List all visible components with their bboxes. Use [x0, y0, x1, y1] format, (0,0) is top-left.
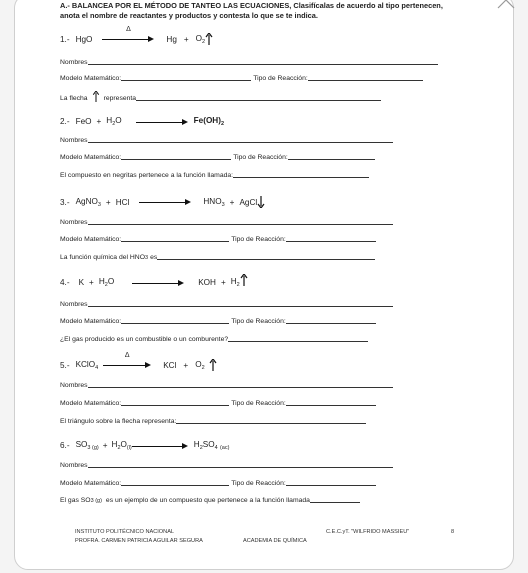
eq1-product2: $O_2$: [195, 33, 206, 45]
footer-page-number: 8: [451, 529, 455, 535]
gas-release-arrow-icon: [240, 274, 248, 286]
eq1-delta: Δ: [126, 26, 131, 33]
up-arrow-icon: [91, 91, 101, 102]
equation-5: 5.- KClO$_4$ Δ KCl + $O_2$: [60, 359, 217, 371]
eq2-nombres-line[interactable]: Nombres: [60, 137, 393, 144]
eq1-reactant: HgO: [75, 34, 93, 44]
equation-3: 3.- AgNO$_3$ + HCl $HNO_3$ + AgCl: [60, 196, 265, 208]
eq5-reaction-arrow: Δ: [103, 361, 151, 369]
gas-release-arrow-icon: [205, 33, 213, 45]
eq1-reaction-arrow: [102, 26, 154, 43]
eq6-reaction-arrow: [132, 442, 188, 450]
equation-1: 1.- HgO Δ Hg + $O_2$: [60, 33, 213, 45]
eq6-modelo-line[interactable]: Modelo Matemático: Tipo de Reacción:: [60, 480, 376, 487]
equation-4: 4.- K + $H_2O$ KOH + $H_2$: [60, 277, 248, 288]
eq5-modelo-line[interactable]: Modelo Matemático: Tipo de Reacción:: [60, 400, 376, 407]
eq5-nombres-line[interactable]: Nombres: [60, 382, 393, 389]
instructions-text: A.- BALANCEA POR EL MÉTODO DE TANTEO LAS ECUACIONES, Clasifícalas de acuerdo al tipo pertenecen, anota el nombre de reactantes y productos y contesta lo que se te indica.: [60, 1, 443, 20]
gas-release-arrow-icon: [209, 359, 217, 371]
eq6-nombres-line[interactable]: Nombres: [60, 462, 393, 469]
eq1-modelo-line[interactable]: Modelo Matemático: Tipo de Reacción:: [60, 75, 423, 82]
eq2-question-line[interactable]: El compuesto en negritas pertenece a la función llamada:: [60, 172, 369, 179]
eq4-question-line[interactable]: ¿El gas producido es un combustible o un comburente?: [60, 336, 368, 343]
footer-school: C.E.C.yT. "WILFRIDO MASSIEU": [326, 529, 410, 535]
eq1-number: 1.-: [60, 34, 70, 44]
eq1-product1: Hg: [166, 34, 177, 44]
eq2-modelo-line[interactable]: Modelo Matemático: Tipo de Reacción:: [60, 154, 375, 161]
footer-professor: PROFRA. CARMEN PATRICIA AGUILAR SEGURA: [75, 538, 203, 544]
eq3-modelo-line[interactable]: Modelo Matemático: Tipo de Reacción:: [60, 236, 376, 243]
footer-academy: ACADEMIA DE QUÍMICA: [243, 538, 307, 544]
eq3-reaction-arrow: [139, 198, 191, 206]
eq4-modelo-line[interactable]: Modelo Matemático: Tipo de Reacción:: [60, 318, 376, 325]
eq5-question-line[interactable]: El triángulo sobre la flecha representa:: [60, 418, 366, 425]
eq3-nombres-line[interactable]: Nombres: [60, 219, 393, 226]
equation-6: 6.- $SO_{3 (g)}$ + $H_2O_{(l)}$ $H_2SO_4$ $_{(ac)}$: [60, 440, 230, 451]
eq2-product-bold: $Fe(OH)_2$: [193, 116, 225, 127]
eq4-reaction-arrow: [132, 279, 184, 287]
eq2-reaction-arrow: [136, 118, 188, 126]
eq3-question-line[interactable]: La función química del HNO 3 es: [60, 254, 375, 261]
precipitate-arrow-icon: [257, 196, 265, 208]
equation-2: 2.- FeO + $H_2O$ $Fe(OH)_2$: [60, 116, 225, 127]
footer-institute: INSTITUTO POLITÉCNICO NACIONAL: [75, 529, 175, 535]
eq1-question-line[interactable]: La flecha representa: [60, 91, 381, 102]
corner-logo-mark: [496, 0, 518, 12]
eq1-nombres-line[interactable]: Nombres: [60, 59, 438, 66]
eq6-question-line[interactable]: El gas SO 3 (g) es un ejemplo de un compuesto que pertenece a la función llamada: [60, 497, 360, 504]
eq4-nombres-line[interactable]: Nombres: [60, 301, 393, 308]
